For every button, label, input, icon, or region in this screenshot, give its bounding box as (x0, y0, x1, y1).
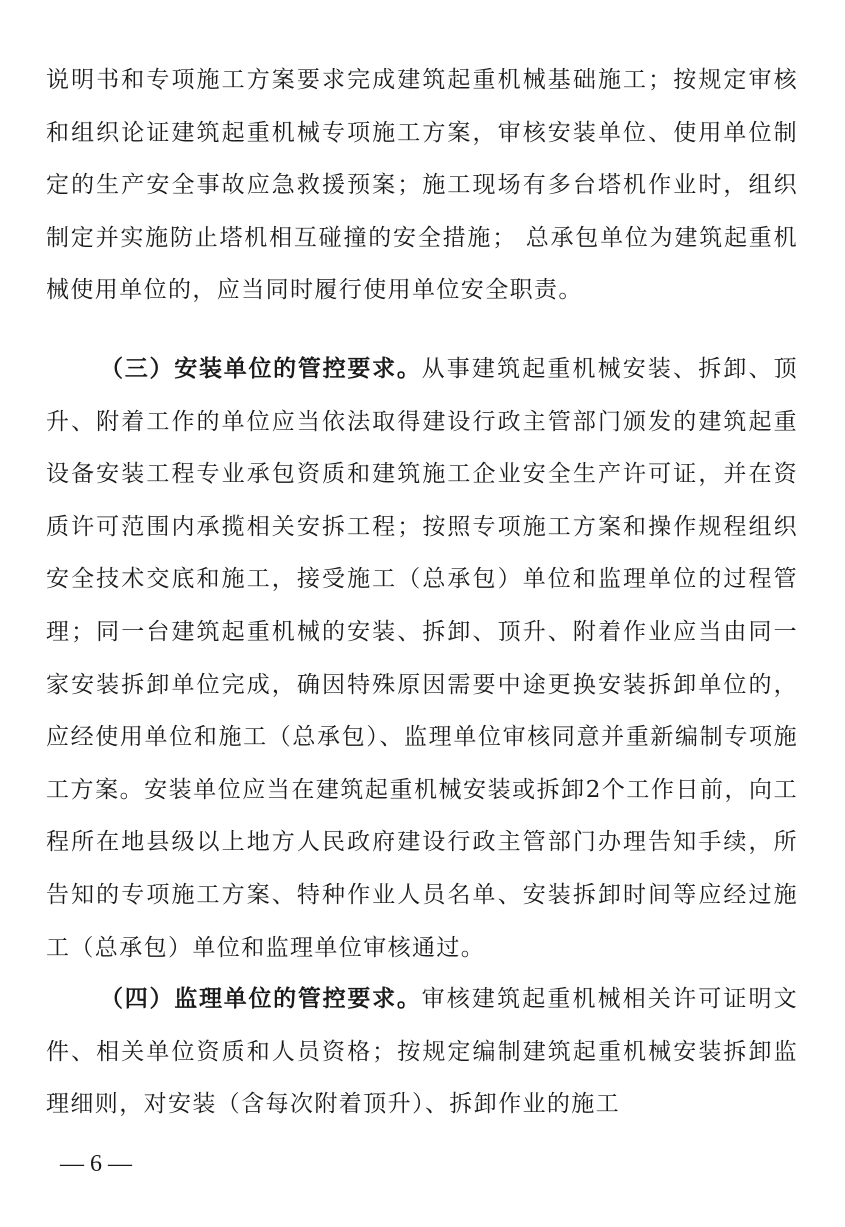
section-installation-unit-heading: （三）安装单位的管控要求。 (100, 356, 422, 382)
section-installation-unit-body: 从事建筑起重机械安装、拆卸、顶升、附着工作的单位应当依法取得建设行政主管部门颁发的建筑起重设备安装工程专业承包资质和建筑施工企业安全生产许可证，并在资质许可范围内承揽相关安拆工程；按照专项施工方案和操作规程组织安全技术交底和施工，接受施工（总承包）单位和监理单位的过程管理；同一台建筑起重机械的安装、拆卸、顶升、附着作业应当由同一家安装拆卸单位完成，确因特殊原因需要中途更换安装拆卸单位的，应经使用单位和施工（总承包）、监理单位审核同意并重新编制专项施工方案。安装单位应当在建筑起重机械安装或拆卸2个工作日前，向工程所在地县级以上地方人民政府建设行政主管部门办理告知手续，所告知的专项施工方案、特种作业人员名单、安装拆卸时间等应经过施工（总承包）单位和监理单位审核通过。 (46, 356, 799, 961)
section-supervision-unit-body: 审核建筑起重机械相关许可证明文件、相关单位资质和人员资格；按规定编制建筑起重机械安装拆卸监理细则，对安装（含每次附着顶升）、拆卸作业的施工 (46, 986, 799, 1118)
page-number: — 6 — (60, 1151, 132, 1177)
paragraph-general-contractor-duties: 说明书和专项施工方案要求完成建筑起重机械基础施工；按规定审核和组织论证建筑起重机械专项施工方案，审核安装单位、使用单位制定的生产安全事故应急救援预案；施工现场有多台塔机作业时，组织制定并实施防止塔机相互碰撞的安全措施； 总承包单位为建筑起重机械使用单位的，应当同时履行使用单位安全职责。 (46, 67, 798, 304)
section-installation-unit (46, 343, 798, 974)
section-supervision-unit-heading: （四）监理单位的管控要求。 (100, 986, 422, 1012)
section-supervision-unit (46, 973, 798, 1131)
